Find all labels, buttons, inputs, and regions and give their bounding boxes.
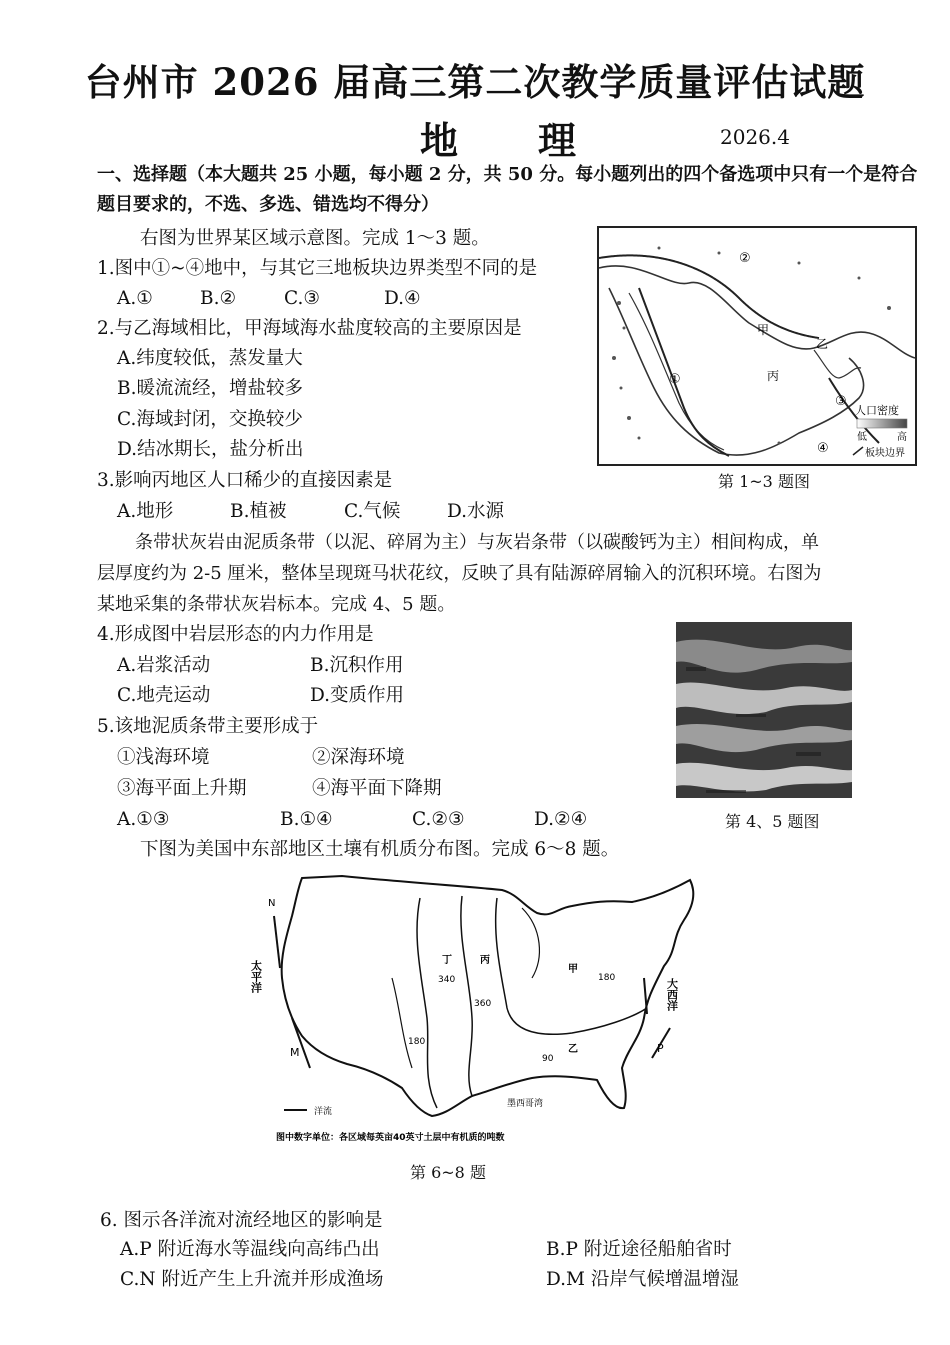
map1-legend-boundary-line: [853, 447, 863, 455]
map2-caption: 第 6~8 题: [410, 1163, 486, 1182]
map2-jia-label: 甲: [568, 964, 578, 975]
q3-option-b: B.植被: [230, 501, 287, 522]
q3-option-a: A.地形: [117, 501, 174, 522]
q5-choice-3: ③海平面上升期: [117, 778, 247, 799]
map1-label-bing: 丙: [767, 369, 780, 383]
q6-option-c: C.N 附近产生上升流并形成渔场: [120, 1269, 384, 1290]
group2-para-2: 层厚度约为 2-5 厘米，整体呈现斑马状花纹，反映了具有陆源碎屑输入的沉积环境。右图为: [97, 563, 822, 584]
us-soil-organic-map: [249, 868, 722, 1153]
map1-label-4: ④: [817, 441, 829, 456]
q5-choice-1: ①浅海环境: [117, 747, 210, 768]
q4-option-c: C.地壳运动: [117, 685, 211, 706]
q5-option-d: D.②④: [534, 809, 588, 830]
map1-label-3: ③: [835, 394, 847, 409]
map2-north-label: N: [268, 898, 276, 909]
map1-legend-gradient: [857, 419, 907, 428]
q6-option-b: B.P 附近途径船舶省时: [546, 1239, 732, 1260]
q5-choice-2: ②深海环境: [312, 747, 405, 768]
q1-option-b: B.②: [200, 288, 237, 309]
map1-legend-high: 高: [897, 432, 907, 443]
map2-unit-note: 图中数字单位：各区域每英亩40英寸土层中有机质的吨数: [276, 1133, 505, 1143]
map1-caption: 第 1~3 题图: [718, 472, 810, 491]
map2-value-360: 360: [474, 999, 492, 1009]
map2-yi-label: 乙: [568, 1044, 578, 1055]
map1-legend-boundary: 板块边界: [865, 448, 905, 459]
map2-value-340: 340: [438, 975, 456, 985]
q2-option-b: B.暖流流经，增盐较多: [117, 378, 303, 399]
group2-para-1: 条带状灰岩由泥质条带（以泥、碎屑为主）与灰岩条带（以碳酸钙为主）相间构成，单: [135, 532, 819, 553]
map2-pacific-label: 太平洋: [249, 960, 263, 993]
map2-legend-current: 洋流: [314, 1107, 333, 1117]
q2-option-c: C.海域封闭，交换较少: [117, 409, 303, 430]
q4-option-a: A.岩浆活动: [117, 655, 211, 676]
q3-option-d: D.水源: [447, 501, 505, 522]
map2-p-label: P: [657, 1042, 664, 1055]
map1-label-1: ①: [669, 372, 681, 387]
q6-option-d: D.M 沿岸气候增温增湿: [546, 1269, 739, 1290]
q1-option-c: C.③: [284, 288, 320, 309]
q5-option-c: C.②③: [412, 809, 465, 830]
map2-value-180-east: 180: [598, 973, 616, 983]
q4-option-d: D.变质作用: [310, 685, 405, 706]
map2-value-90: 90: [542, 1054, 554, 1064]
q5-choice-4: ④海平面下降期: [312, 778, 442, 799]
section-heading: 一、选择题（本大题共 25 小题，每小题 2 分，共 50 分。每小题列出的四个备选项中只有一个是符合题目要求的，不选、多选、错选均不得分）: [97, 164, 918, 215]
map2-gulf-label: 墨西哥湾: [507, 1099, 544, 1109]
subject-title: 地理: [420, 118, 657, 163]
map2-atlantic-label: 大西洋: [665, 978, 679, 1011]
q2-option-d: D.结冰期长，盐分析出: [117, 439, 304, 460]
q6-stem: 6. 图示各洋流对流经地区的影响是: [100, 1210, 383, 1231]
map2-value-180-south: 180: [408, 1037, 426, 1047]
q2-option-a: A.纬度较低，蒸发量大: [117, 348, 303, 369]
q6-option-a: A.P 附近海水等温线向高纬凸出: [120, 1239, 380, 1260]
group1-intro: 右图为世界某区域示意图。完成 1～3 题。: [140, 228, 490, 249]
map1-legend-title: 人口密度: [855, 404, 899, 417]
map1-label-yi: 乙: [816, 337, 829, 351]
map2-bing-label: 丙: [480, 955, 490, 966]
group2-para-3: 某地采集的条带状灰岩标本。完成 4、5 题。: [97, 594, 456, 615]
group3-intro: 下图为美国中东部地区土壤有机质分布图。完成 6～8 题。: [140, 839, 620, 860]
map2-ding-label: 丁: [442, 955, 452, 966]
map1-legend-low: 低: [857, 432, 867, 443]
q2-stem: 2.与乙海域相比，甲海域海水盐度较高的主要原因是: [97, 318, 522, 339]
q5-stem: 5.该地泥质条带主要形成于: [97, 716, 319, 737]
middle-east-map: [597, 226, 917, 466]
map1-label-jia: 甲: [757, 323, 770, 337]
map2-m-label: M: [290, 1046, 300, 1059]
q1-option-d: D.④: [384, 288, 421, 309]
q3-option-c: C.气候: [344, 501, 401, 522]
q4-option-b: B.沉积作用: [310, 655, 404, 676]
q1-option-a: A.①: [117, 288, 153, 309]
q5-option-a: A.①③: [117, 809, 170, 830]
page-title: 台州市 2026 届高三第二次教学质量评估试题: [84, 60, 866, 104]
specimen-caption: 第 4、5 题图: [725, 812, 820, 831]
q4-stem: 4.形成图中岩层形态的内力作用是: [97, 624, 374, 645]
q3-stem: 3.影响丙地区人口稀少的直接因素是: [97, 470, 393, 491]
q5-option-b: B.①④: [280, 809, 333, 830]
exam-date: 2026.4: [720, 125, 790, 149]
limestone-specimen-photo: [676, 622, 852, 798]
map1-label-2: ②: [739, 251, 751, 266]
q1-stem: 1.图中①~④地中，与其它三地板块边界类型不同的是: [97, 258, 538, 279]
